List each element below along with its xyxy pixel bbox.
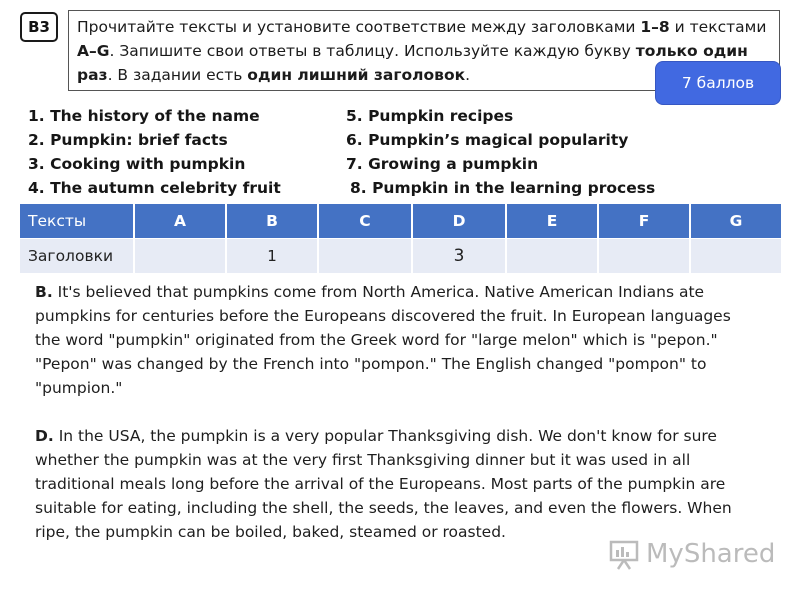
answer-cell[interactable]: 3 — [412, 239, 506, 274]
answer-cell[interactable]: 1 — [226, 239, 318, 274]
instruction-text: и текстами — [669, 18, 767, 36]
letter-cell: F — [598, 204, 690, 239]
letter-cell: B — [226, 204, 318, 239]
text-body: It's believed that pumpkins come from North America. Native American Indians ate pumpkins for centuries before the Europeans discovered the fruit. In European languages the word "pumpkin" originated from the Greek word for "large melon" which is "pepon." "Pepon" was changed by the French into "pompon." The English changed "pompon" to "pumpion." — [35, 283, 731, 397]
heading-item: 8. Pumpkin in the learning process — [350, 179, 656, 197]
letter-cell: E — [506, 204, 598, 239]
letter-cell: C — [318, 204, 412, 239]
letter-cell: G — [690, 204, 782, 239]
heading-item: 3. Cooking with pumpkin — [28, 155, 246, 173]
heading-item: 6. Pumpkin’s magical popularity — [346, 131, 629, 149]
watermark — [608, 537, 775, 571]
text-label: B. — [35, 283, 53, 301]
reading-text-d — [35, 424, 735, 544]
table-header-row — [20, 204, 782, 239]
reading-texts — [35, 280, 735, 568]
heading-item: 2. Pumpkin: brief facts — [28, 131, 228, 149]
task-number-badge: B3 — [20, 12, 58, 42]
text-range: A–G — [77, 42, 110, 60]
table-answer-row — [20, 239, 782, 274]
text-body: In the USA, the pumpkin is a very popular Thanksgiving dish. We don't know for sure whether the pumpkin was at the very first Thanksgiving dinner but it was used in all traditional meals long before the arrival of the Europeans. Most parts of the pumpkin are suitable for eating, including the shell, the seeds, the leaves, and even the flowers. When ripe, the pumpkin can be boiled, baked, steamed or roasted. — [35, 427, 732, 541]
letter-cell: D — [412, 204, 506, 239]
text-label: D. — [35, 427, 54, 445]
heading-item: 1. The history of the name — [28, 107, 260, 125]
points-badge: 7 баллов — [656, 62, 780, 104]
instruction-text: . — [465, 66, 471, 84]
heading-range: 1–8 — [640, 18, 670, 36]
instruction-emphasis: только один раз — [77, 42, 748, 84]
answer-table — [20, 204, 783, 273]
heading-item: 5. Pumpkin recipes — [346, 107, 514, 125]
answer-cell[interactable] — [318, 239, 412, 274]
heading-item: 4. The autumn celebrity fruit — [28, 179, 281, 197]
row-header-texts: Тексты — [20, 204, 134, 239]
watermark-text: MyShared — [646, 539, 776, 569]
answer-cell[interactable] — [134, 239, 226, 274]
answer-cell[interactable] — [690, 239, 782, 274]
instruction-text: Прочитайте тексты и установите соответствие между заголовками — [77, 18, 641, 36]
answer-cell[interactable] — [598, 239, 690, 274]
instruction-emphasis: один лишний заголовок — [247, 66, 466, 84]
heading-item: 7. Growing a pumpkin — [346, 155, 539, 173]
row-header-answers: Заголовки — [20, 239, 134, 274]
presentation-board-icon — [608, 537, 642, 571]
reading-text-b — [35, 280, 735, 400]
instruction-text: . В задании есть — [107, 66, 248, 84]
instruction-text: . Запишите свои ответы в таблицу. Используйте каждую букву — [109, 42, 636, 60]
answer-cell[interactable] — [506, 239, 598, 274]
letter-cell: A — [134, 204, 226, 239]
